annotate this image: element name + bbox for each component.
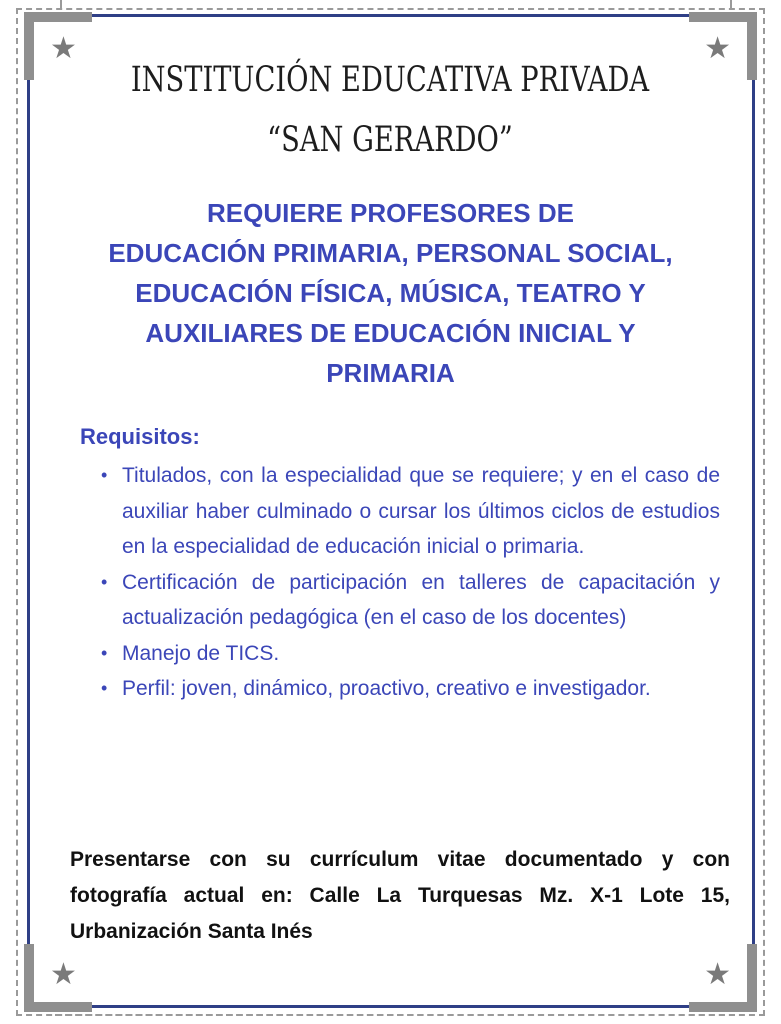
requirement-text: Titulados, con la especialidad que se requiere; y en el caso de auxiliar haber culminado o cursar los últimos ciclos de estudios en la especialidad de educación inicial o primaria. bbox=[122, 464, 720, 558]
headline-line: AUXILIARES DE EDUCACIÓN INICIAL Y bbox=[145, 318, 636, 348]
star-icon: ★ bbox=[50, 31, 77, 66]
requirement-text: Manejo de TICS. bbox=[122, 641, 280, 665]
headline-line: EDUCACIÓN PRIMARIA, PERSONAL SOCIAL, bbox=[108, 238, 673, 268]
requirement-text: Perfil: joven, dinámico, proactivo, creativo e investigador. bbox=[122, 677, 651, 700]
corner-top-right bbox=[687, 12, 757, 82]
headline-line: PRIMARIA bbox=[326, 358, 455, 388]
requirements-list bbox=[95, 458, 720, 707]
list-item bbox=[95, 458, 720, 565]
corner-bottom-right bbox=[687, 942, 757, 1012]
list-item bbox=[95, 671, 720, 707]
star-icon: ★ bbox=[704, 957, 731, 992]
top-dashed-edge bbox=[60, 0, 732, 8]
bullet-icon: • bbox=[101, 678, 108, 698]
list-item bbox=[95, 636, 720, 672]
corner-top-left bbox=[24, 12, 94, 82]
application-instructions: Presentarse con su currículum vitae documentado y con fotografía actual en: Calle La Turquesas Mz. X-1 Lote 15, Urbanización Santa Inés bbox=[70, 848, 730, 943]
title-line-2: “SAN GERARDO” bbox=[267, 120, 513, 160]
title-line-1: INSTITUCIÓN EDUCATIVA PRIVADA bbox=[130, 60, 650, 100]
bullet-icon: • bbox=[101, 571, 108, 592]
job-headline bbox=[60, 193, 721, 393]
bottom-dashed-edge bbox=[55, 1014, 735, 1024]
star-icon: ★ bbox=[704, 31, 731, 66]
bullet-icon: • bbox=[101, 465, 108, 485]
star-icon: ★ bbox=[50, 957, 77, 992]
list-item bbox=[95, 565, 720, 636]
requirement-text: Certificación de participación en talleres de capacitación y actualización pedagógica (en el caso de los docentes) bbox=[122, 570, 720, 629]
bullet-icon: • bbox=[101, 642, 108, 663]
headline-line: EDUCACIÓN FÍSICA, MÚSICA, TEATRO Y bbox=[135, 278, 646, 308]
requirements-title: Requisitos: bbox=[80, 424, 200, 449]
institution-title bbox=[117, 50, 663, 170]
corner-bottom-left bbox=[24, 942, 94, 1012]
headline-line: REQUIERE PROFESORES DE bbox=[207, 198, 574, 228]
